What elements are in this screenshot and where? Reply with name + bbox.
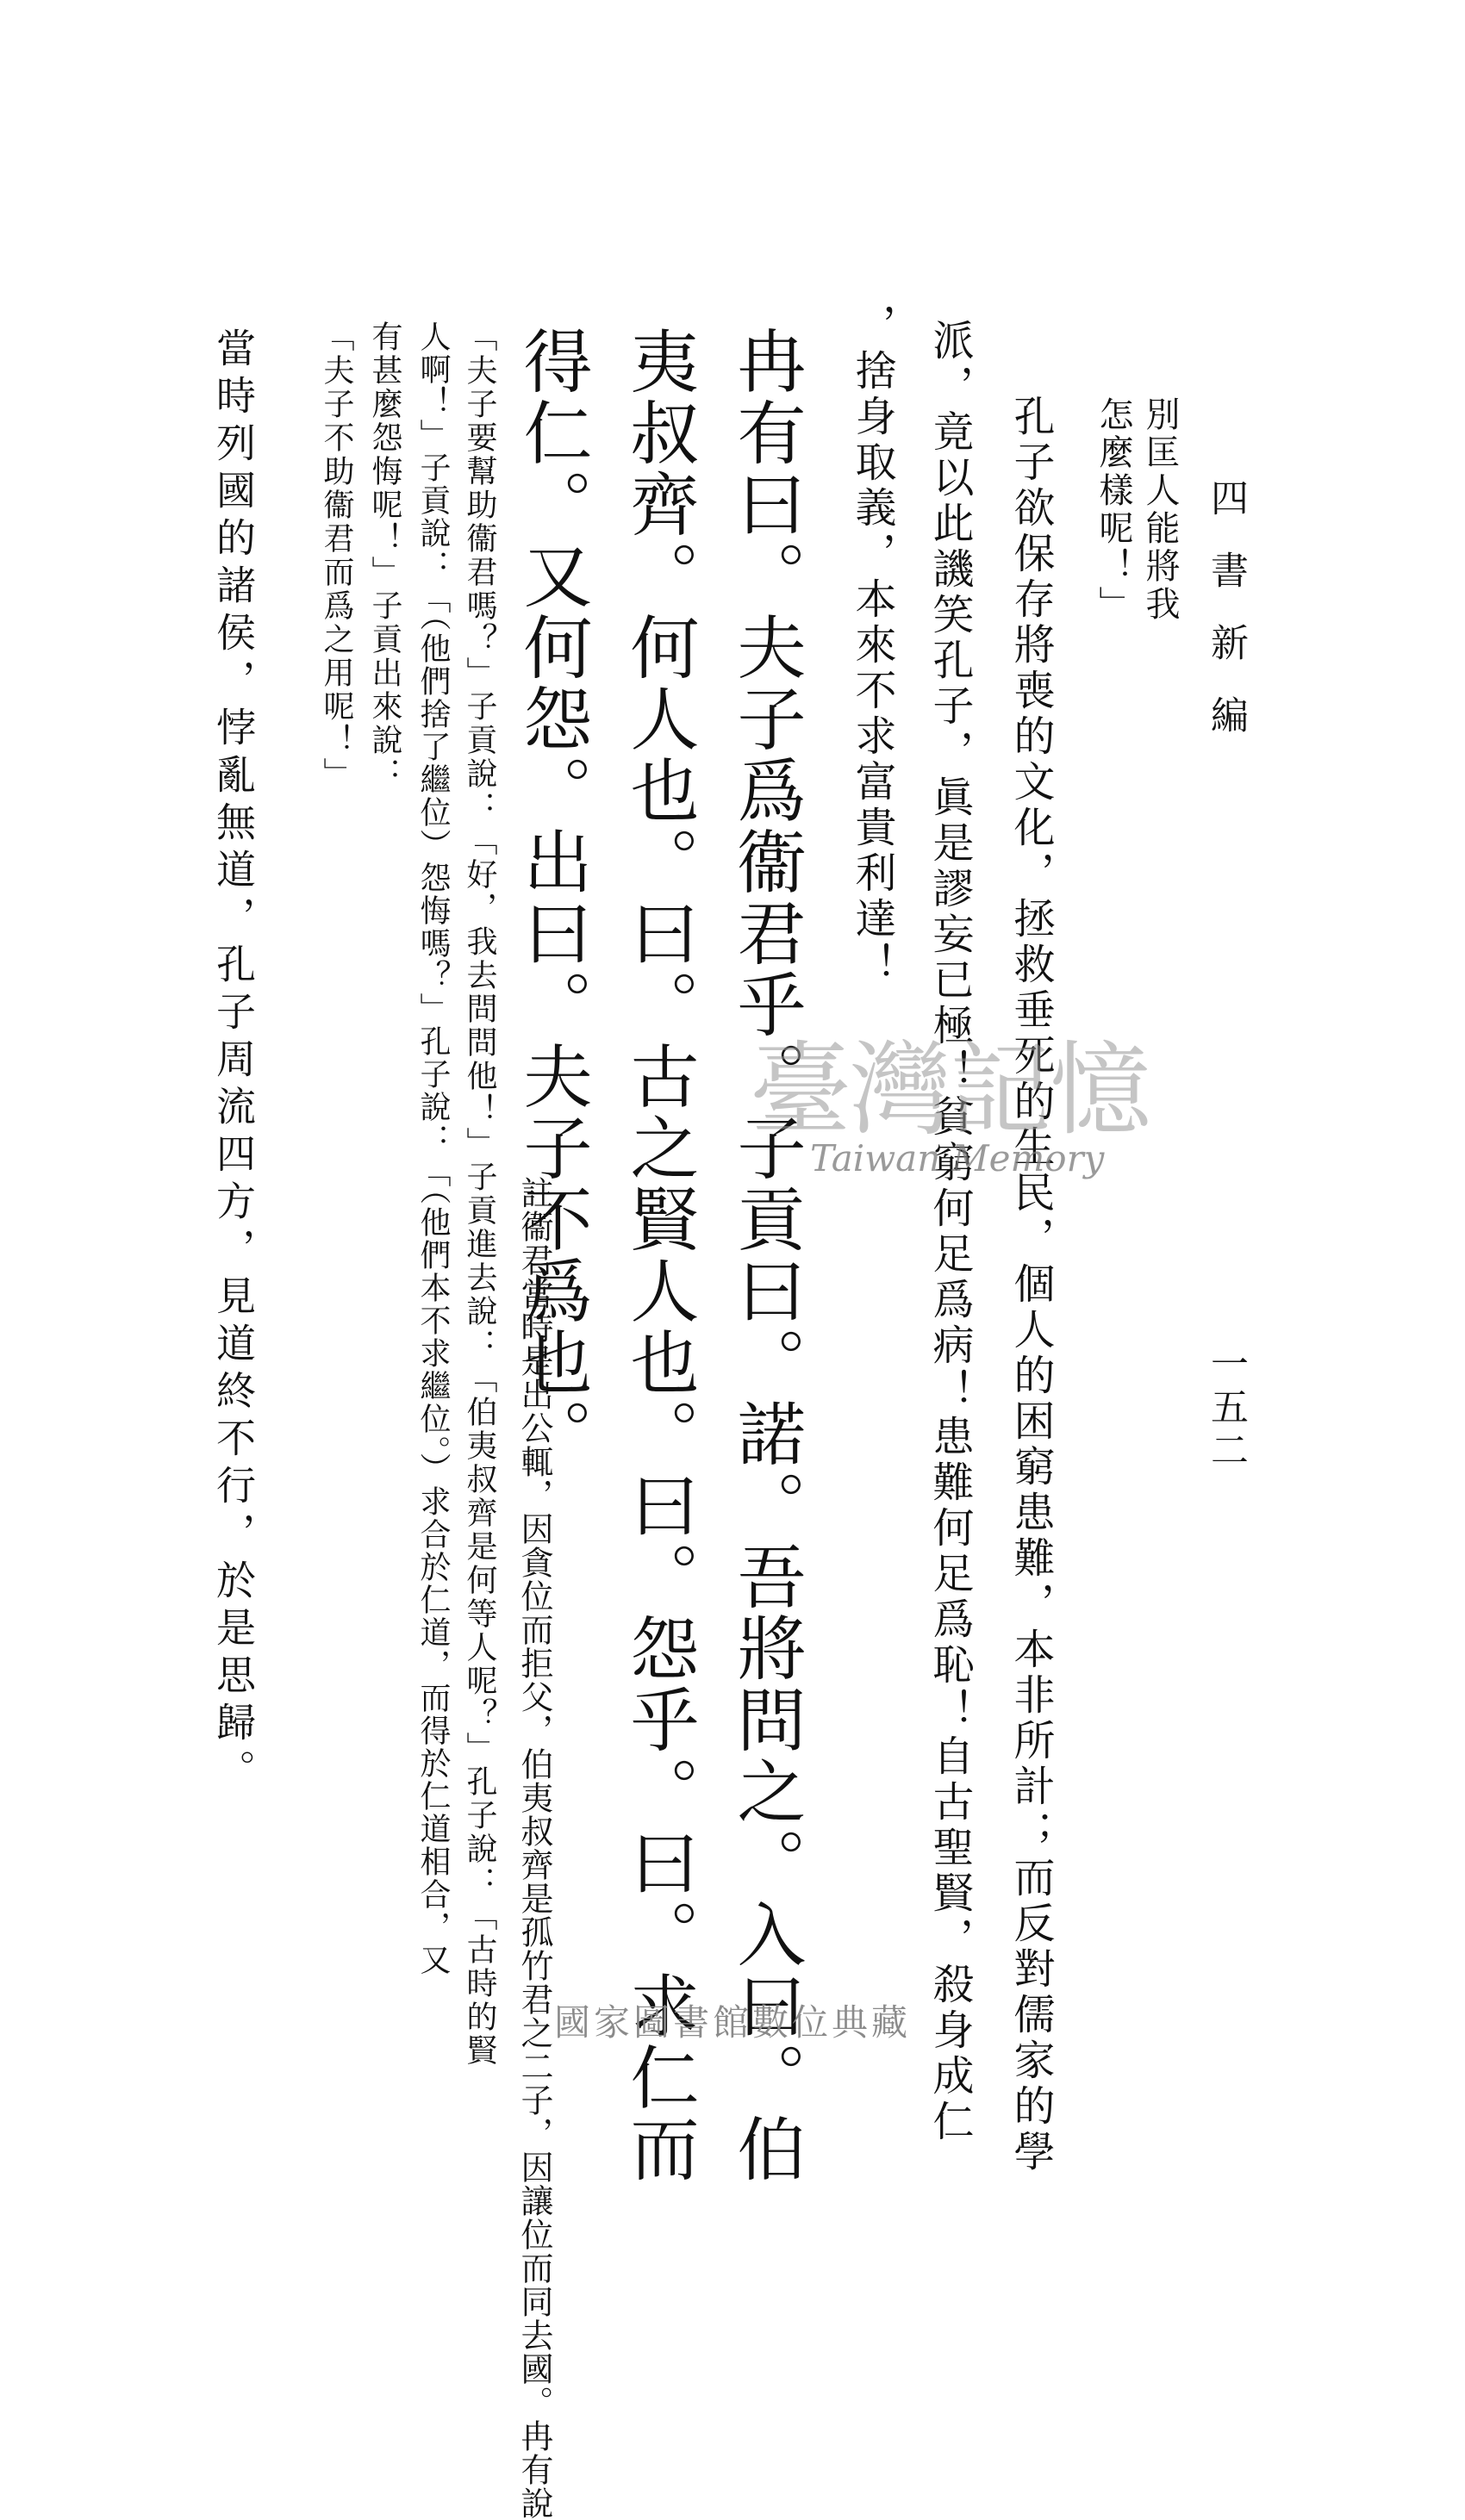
translation-column: 「夫子要幫助衞君嗎？」子貢說：「好，我去問問他！」子貢進去說：「伯夷叔齊是何等人呢？」孔子說：「古時的賢	[462, 320, 497, 2068]
translation-column: 有甚麼怨悔呢！」子貢出來說：	[367, 320, 402, 791]
text-column: 當時列國的諸侯，悖亂無道，孔子周流四方，見道終不行，於是思歸。	[210, 327, 257, 1796]
watermark-logo	[750, 1008, 1181, 1198]
running-header: 四書新編	[1204, 478, 1248, 768]
text-column: 孔子欲保存將喪的文化，拯救垂死的生民，個人的困窮患難，本非所計；而反對儒家的學	[1007, 395, 1055, 2175]
text-column: 派，竟以此譏笑孔子，眞是謬妄已極！貧窮何足爲病！患難何足爲恥！自古聖賢，殺身成仁	[926, 319, 974, 2145]
text-column: 怎麼樣呢！」	[1094, 396, 1133, 624]
classic-text-column: 得仁。又何怨。出曰。夫子不爲也。	[512, 326, 592, 1470]
text-column: ，捨身取義，本來不求富貴利達！	[848, 303, 896, 988]
annotation-column: 註衞君當時是出公輒，因貪位而拒父，伯夷叔齊是孤竹君之二子，因讓位而同去國。冉有說	[515, 1176, 553, 2520]
footer-credit: 國家圖書館數位典藏	[553, 2001, 911, 2044]
page-number: 一五二	[1204, 1344, 1248, 1473]
translation-column: 「夫子不助衞君而爲之用呢！」	[319, 320, 354, 791]
watermark-cjk: 臺灣記憶	[750, 1030, 1150, 1149]
text-column: 別匡人能將我	[1140, 396, 1180, 624]
classic-text-column: 冉有曰。夫子爲衞君乎。子貢曰。諾。吾將問之。入曰。伯	[726, 326, 806, 2185]
translation-column: 人啊！」子貢說：「（他們捨了繼位）怨悔嗎？」孔子說：「（他們本不求繼位。）求合於仁道，而得於仁道相合，又	[415, 320, 451, 1976]
watermark-en: Taiwan Memory	[810, 1137, 1105, 1179]
classic-text-column: 夷叔齊。何人也。曰。古之賢人也。曰。怨乎。曰。求仁而	[619, 326, 699, 2185]
